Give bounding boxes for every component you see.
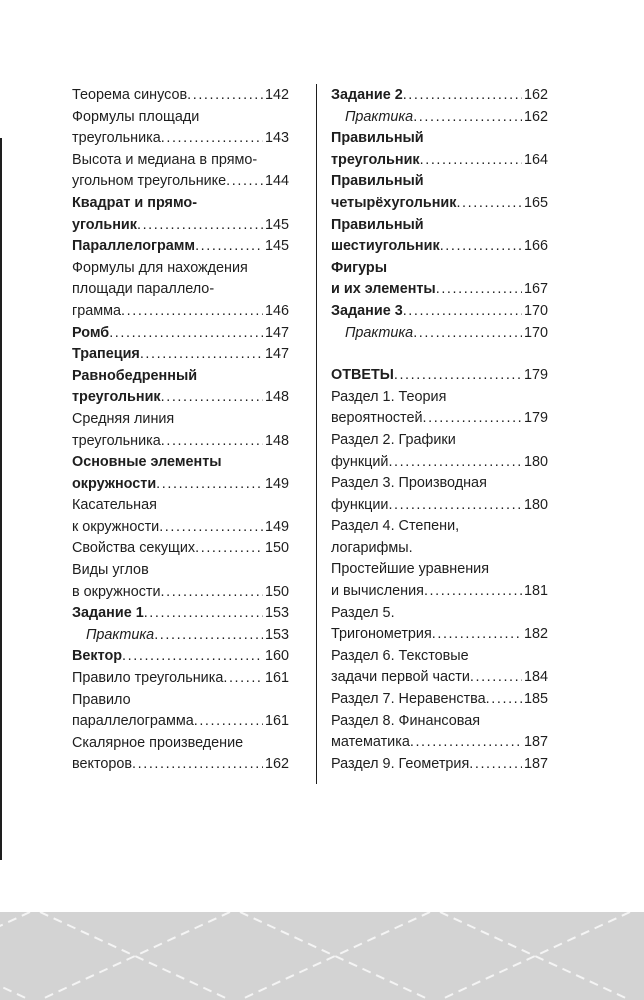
toc-page-number: 161 xyxy=(264,713,289,730)
toc-entry xyxy=(72,366,289,409)
toc-entry xyxy=(331,646,548,689)
dot-leader xyxy=(121,301,263,323)
toc-entry-line xyxy=(345,323,548,345)
dot-leader xyxy=(140,344,263,366)
toc-entry-line xyxy=(72,366,289,388)
toc-entry xyxy=(331,387,548,430)
dot-leader xyxy=(161,431,263,453)
dot-leader xyxy=(226,171,263,193)
toc-entry-line xyxy=(72,85,289,107)
toc-entry-line xyxy=(72,668,289,690)
toc-page-number: 142 xyxy=(264,87,289,103)
toc-entry xyxy=(72,409,289,452)
toc-entry-title: и вычисления xyxy=(331,583,424,600)
toc-entry xyxy=(331,473,548,516)
toc-entry-line xyxy=(331,711,548,733)
toc-entry xyxy=(331,215,548,258)
toc-entry-line xyxy=(72,452,289,474)
toc-entry-line xyxy=(72,128,289,150)
toc-entry-title: математика xyxy=(331,734,410,751)
toc-entry-line xyxy=(72,754,289,776)
dot-leader xyxy=(109,323,263,345)
toc-entry-title: Простейшие уравнения xyxy=(331,561,490,578)
toc-entry-title: Формулы площади xyxy=(72,108,200,125)
toc-entry-title: Раздел 2. Графики xyxy=(331,431,456,448)
toc-entry xyxy=(72,85,289,107)
toc-entry-line xyxy=(72,538,289,560)
toc-entry-line xyxy=(72,582,289,604)
toc-entry-title: Тригонометрия xyxy=(331,626,432,643)
toc-entry-line xyxy=(72,409,289,431)
toc-entry-line xyxy=(86,625,289,647)
dot-leader xyxy=(440,236,522,258)
dot-leader xyxy=(410,732,522,754)
toc-page-number: 146 xyxy=(264,302,289,319)
toc-entry-title: Средняя линия xyxy=(72,410,175,427)
toc-entry-line xyxy=(331,236,548,258)
toc-entry-line xyxy=(331,150,548,172)
dot-leader xyxy=(394,365,522,387)
toc-entry xyxy=(331,689,548,711)
toc-page-number: 160 xyxy=(264,648,289,665)
toc-entry-title: Раздел 1. Теория xyxy=(331,388,447,405)
toc-entry-title: логарифмы. xyxy=(331,539,413,556)
toc-entry-title: векторов xyxy=(72,756,133,773)
toc-entry-title: грамма xyxy=(72,302,122,319)
toc-entry-title: Задание 1 xyxy=(72,605,144,622)
toc-entry xyxy=(331,323,548,345)
toc-entry-line xyxy=(72,215,289,237)
toc-entry-title: параллелограмма xyxy=(72,713,194,730)
toc-entry-title: Практика xyxy=(345,108,414,125)
dot-leader xyxy=(154,625,263,647)
toc-entry-line xyxy=(331,85,548,107)
column-divider xyxy=(316,84,317,784)
toc-page-number: 153 xyxy=(264,626,289,643)
toc-entry-line xyxy=(331,689,548,711)
toc-entry xyxy=(331,85,548,107)
toc-entry xyxy=(331,516,548,602)
toc-entry-line xyxy=(72,603,289,625)
dot-leader xyxy=(132,754,263,776)
toc-page-number: 179 xyxy=(523,410,548,427)
toc-page-number: 165 xyxy=(523,194,548,211)
toc-entry-line xyxy=(72,107,289,129)
toc-entry-line xyxy=(72,193,289,215)
toc-entry-title: Трапеция xyxy=(72,346,140,363)
toc-entry xyxy=(72,107,289,150)
dot-leader xyxy=(420,150,522,172)
toc-page-number: 161 xyxy=(264,670,289,687)
dot-leader xyxy=(161,582,263,604)
toc-page-number: 179 xyxy=(523,367,548,384)
toc-entry xyxy=(72,625,289,647)
dot-leader xyxy=(187,85,263,107)
toc-entry-title: Параллелограмм xyxy=(72,238,196,255)
toc-entry-title: площади параллело- xyxy=(72,281,215,298)
toc-entry xyxy=(331,430,548,473)
toc-entry-title: ОТВЕТЫ xyxy=(331,367,394,384)
toc-entry-line xyxy=(72,711,289,733)
toc-page-number: 162 xyxy=(264,756,289,773)
toc-page-number: 187 xyxy=(523,734,548,751)
toc-page-number: 148 xyxy=(264,389,289,406)
footer-pattern-band xyxy=(0,912,644,1000)
dot-leader xyxy=(137,215,263,237)
dot-leader xyxy=(223,668,263,690)
toc-page-number: 148 xyxy=(264,432,289,449)
toc-page-number: 166 xyxy=(523,238,548,255)
toc-entry-line xyxy=(331,408,548,430)
toc-entry-title: Правило треугольника xyxy=(72,670,224,687)
toc-entry xyxy=(331,107,548,129)
dot-leader xyxy=(159,517,263,539)
toc-entry-title: Свойства секущих xyxy=(72,540,196,557)
dot-leader xyxy=(470,667,522,689)
toc-entry-title: Виды углов xyxy=(72,562,149,579)
toc-entry xyxy=(72,452,289,495)
toc-entry-line xyxy=(72,387,289,409)
toc-entry-line xyxy=(72,431,289,453)
toc-entry xyxy=(72,560,289,603)
toc-entry-title: Ромб xyxy=(72,324,110,341)
dot-leader xyxy=(161,128,263,150)
dot-leader xyxy=(413,107,522,129)
toc-page-number: 167 xyxy=(523,281,548,298)
dot-leader xyxy=(194,711,263,733)
dot-leader xyxy=(403,301,522,323)
toc-page-number: 145 xyxy=(264,216,289,233)
toc-entry xyxy=(72,690,289,733)
toc-entry-line xyxy=(72,150,289,172)
dot-leader xyxy=(144,603,263,625)
toc-entry-title: четырёхугольник xyxy=(331,194,457,211)
toc-entry-title: Раздел 6. Текстовые xyxy=(331,647,469,664)
toc-entry-line xyxy=(331,538,548,560)
toc-entry-line xyxy=(72,690,289,712)
toc-entry-line xyxy=(331,258,548,280)
toc-entry-title: Формулы для нахождения xyxy=(72,259,248,276)
toc-entry xyxy=(72,538,289,560)
toc-entry-line xyxy=(72,344,289,366)
toc-page-number: 150 xyxy=(264,583,289,600)
toc-page-number: 185 xyxy=(523,691,548,708)
toc-page-number: 153 xyxy=(264,605,289,622)
toc-entry xyxy=(331,711,548,754)
dot-leader xyxy=(122,646,263,668)
dot-leader xyxy=(388,452,522,474)
toc-entry-title: шестиугольник xyxy=(331,238,440,255)
toc-page-number: 149 xyxy=(264,518,289,535)
toc-entry-title: Вектор xyxy=(72,648,123,665)
toc-entry-title: и их элементы xyxy=(331,281,436,298)
toc-entry-line xyxy=(345,107,548,129)
toc-entry-title: Раздел 8. Финансовая xyxy=(331,712,481,729)
toc-page-number: 164 xyxy=(523,151,548,168)
toc-entry-title: Фигуры xyxy=(331,259,388,276)
toc-entry-line xyxy=(331,624,548,646)
dot-leader xyxy=(469,754,522,776)
toc-page-number: 150 xyxy=(264,540,289,557)
toc-entry-title: Задание 3 xyxy=(331,302,403,319)
toc-entry-title: задачи первой части xyxy=(331,669,470,686)
dot-leader xyxy=(486,689,522,711)
toc-page-number: 144 xyxy=(264,173,289,190)
toc-entry xyxy=(72,236,289,258)
toc-entry xyxy=(72,258,289,323)
toc-entry-title: Правильный xyxy=(331,216,424,233)
toc-entry-title: треугольник xyxy=(331,151,420,168)
toc-entry-title: Касательная xyxy=(72,497,157,514)
toc-entry-title: Высота и медиана в прямо- xyxy=(72,151,258,168)
toc-entry-title: в окружности xyxy=(72,583,161,600)
dot-leader xyxy=(161,387,263,409)
toc-entry-line xyxy=(331,279,548,301)
toc-page-number: 145 xyxy=(264,238,289,255)
toc-entry xyxy=(72,733,289,776)
toc-entry-line xyxy=(72,646,289,668)
toc-entry xyxy=(72,603,289,625)
toc-entry xyxy=(331,128,548,171)
dot-leader xyxy=(156,474,263,496)
toc-page-number: 143 xyxy=(264,130,289,147)
dot-leader xyxy=(195,538,263,560)
toc-entry xyxy=(72,495,289,538)
toc-page-number: 182 xyxy=(523,626,548,643)
toc-entry xyxy=(72,668,289,690)
toc-entry xyxy=(72,150,289,193)
toc-entry xyxy=(72,344,289,366)
toc-entry-title: Раздел 4. Степени, xyxy=(331,518,460,535)
toc-entry-title: Теорема синусов xyxy=(72,87,188,103)
toc-entry-title: Квадрат и прямо- xyxy=(72,194,197,211)
toc-entry-title: Практика xyxy=(345,324,414,341)
toc-page-number: 187 xyxy=(523,755,548,772)
dot-leader xyxy=(432,624,522,646)
toc-entry-line xyxy=(72,517,289,539)
toc-entry xyxy=(331,171,548,214)
toc-entry-line xyxy=(72,279,289,301)
toc-entry-title: угольник xyxy=(72,216,137,233)
toc-entry-line xyxy=(331,559,548,581)
toc-page-number: 184 xyxy=(523,669,548,686)
toc-page-number: 170 xyxy=(523,302,548,319)
toc-entry-line xyxy=(331,646,548,668)
toc-entry-title: Раздел 5. xyxy=(331,604,395,621)
dot-leader xyxy=(456,193,522,215)
toc-page-number: 170 xyxy=(523,324,548,341)
dot-leader xyxy=(195,236,263,258)
toc-entry xyxy=(72,323,289,345)
toc-page-number: 149 xyxy=(264,475,289,492)
toc-page-number: 181 xyxy=(523,583,548,600)
dot-leader xyxy=(423,408,522,430)
toc-page-number: 180 xyxy=(523,496,548,513)
toc-entry-line xyxy=(72,171,289,193)
toc-entry-title: Раздел 3. Производная xyxy=(331,475,487,492)
toc-entry-title: функций xyxy=(331,453,389,470)
footer-dashed-pattern xyxy=(0,912,644,1000)
toc-entry-line xyxy=(72,474,289,496)
toc-entry-line xyxy=(331,365,548,387)
toc-entry-title: Правило xyxy=(72,691,131,708)
toc-entry-line xyxy=(331,667,548,689)
toc-entry-line xyxy=(331,732,548,754)
toc-entry-line xyxy=(331,215,548,237)
left-margin-rule xyxy=(0,138,2,860)
toc-page-number: 162 xyxy=(523,108,548,125)
toc-entry-title: функции xyxy=(331,496,389,513)
toc-entry-line xyxy=(331,452,548,474)
toc-entry-line xyxy=(72,258,289,280)
toc-column-left xyxy=(72,85,289,776)
toc-entry-line xyxy=(331,495,548,517)
toc-entry-title: Правильный xyxy=(331,130,424,147)
toc-entry-title: Практика xyxy=(86,626,155,643)
dot-leader xyxy=(436,279,522,301)
toc-entry-line xyxy=(331,581,548,603)
toc-entry-title: треугольника xyxy=(72,432,161,449)
toc-entry-title: Раздел 7. Неравенства xyxy=(331,691,486,708)
toc-entry-line xyxy=(331,387,548,409)
toc-entry-line xyxy=(72,495,289,517)
dot-leader xyxy=(403,85,522,107)
toc-page-number: 147 xyxy=(264,346,289,363)
toc-entry-line xyxy=(72,560,289,582)
toc-entry-title: Задание 2 xyxy=(331,87,403,103)
toc-page-number: 162 xyxy=(523,87,548,103)
toc-column-right xyxy=(331,85,548,775)
toc-entry-line xyxy=(331,128,548,150)
toc-entry-line xyxy=(331,193,548,215)
toc-entry-line xyxy=(331,754,548,776)
toc-entry-title: вероятностей xyxy=(331,410,423,427)
toc-entry-title: Правильный xyxy=(331,173,424,190)
toc-entry-title: Основные элементы xyxy=(72,454,222,471)
toc-entry xyxy=(331,754,548,776)
toc-entry-title: Равнобедренный xyxy=(72,367,198,384)
toc-entry-title: Раздел 9. Геометрия xyxy=(331,755,470,772)
dot-leader xyxy=(413,323,522,345)
toc-entry-line xyxy=(72,301,289,323)
toc-entry-line xyxy=(331,301,548,323)
toc-entry-title: треугольник xyxy=(72,389,161,406)
toc-entry-line xyxy=(331,430,548,452)
toc-entry xyxy=(331,301,548,323)
toc-entry xyxy=(331,365,548,387)
toc-entry xyxy=(331,603,548,646)
toc-entry xyxy=(72,646,289,668)
toc-entry-line xyxy=(331,516,548,538)
toc-entry-title: треугольника xyxy=(72,130,161,147)
toc-entry-line xyxy=(331,171,548,193)
toc-entry-title: Скалярное произведение xyxy=(72,734,244,751)
toc-entry xyxy=(72,193,289,236)
toc-entry-title: к окружности xyxy=(72,518,160,535)
toc-entry-line xyxy=(72,236,289,258)
toc-page-number: 147 xyxy=(264,324,289,341)
toc-entry-line xyxy=(331,473,548,495)
toc-entry xyxy=(331,258,548,301)
dot-leader xyxy=(388,495,522,517)
toc-entry-line xyxy=(72,323,289,345)
toc-entry-line xyxy=(331,603,548,625)
toc-page-number: 180 xyxy=(523,453,548,470)
toc-entry-title: окружности xyxy=(72,475,157,492)
dot-leader xyxy=(424,581,522,603)
toc-entry-line xyxy=(72,733,289,755)
toc-entry-title: угольном треугольнике xyxy=(72,173,227,190)
